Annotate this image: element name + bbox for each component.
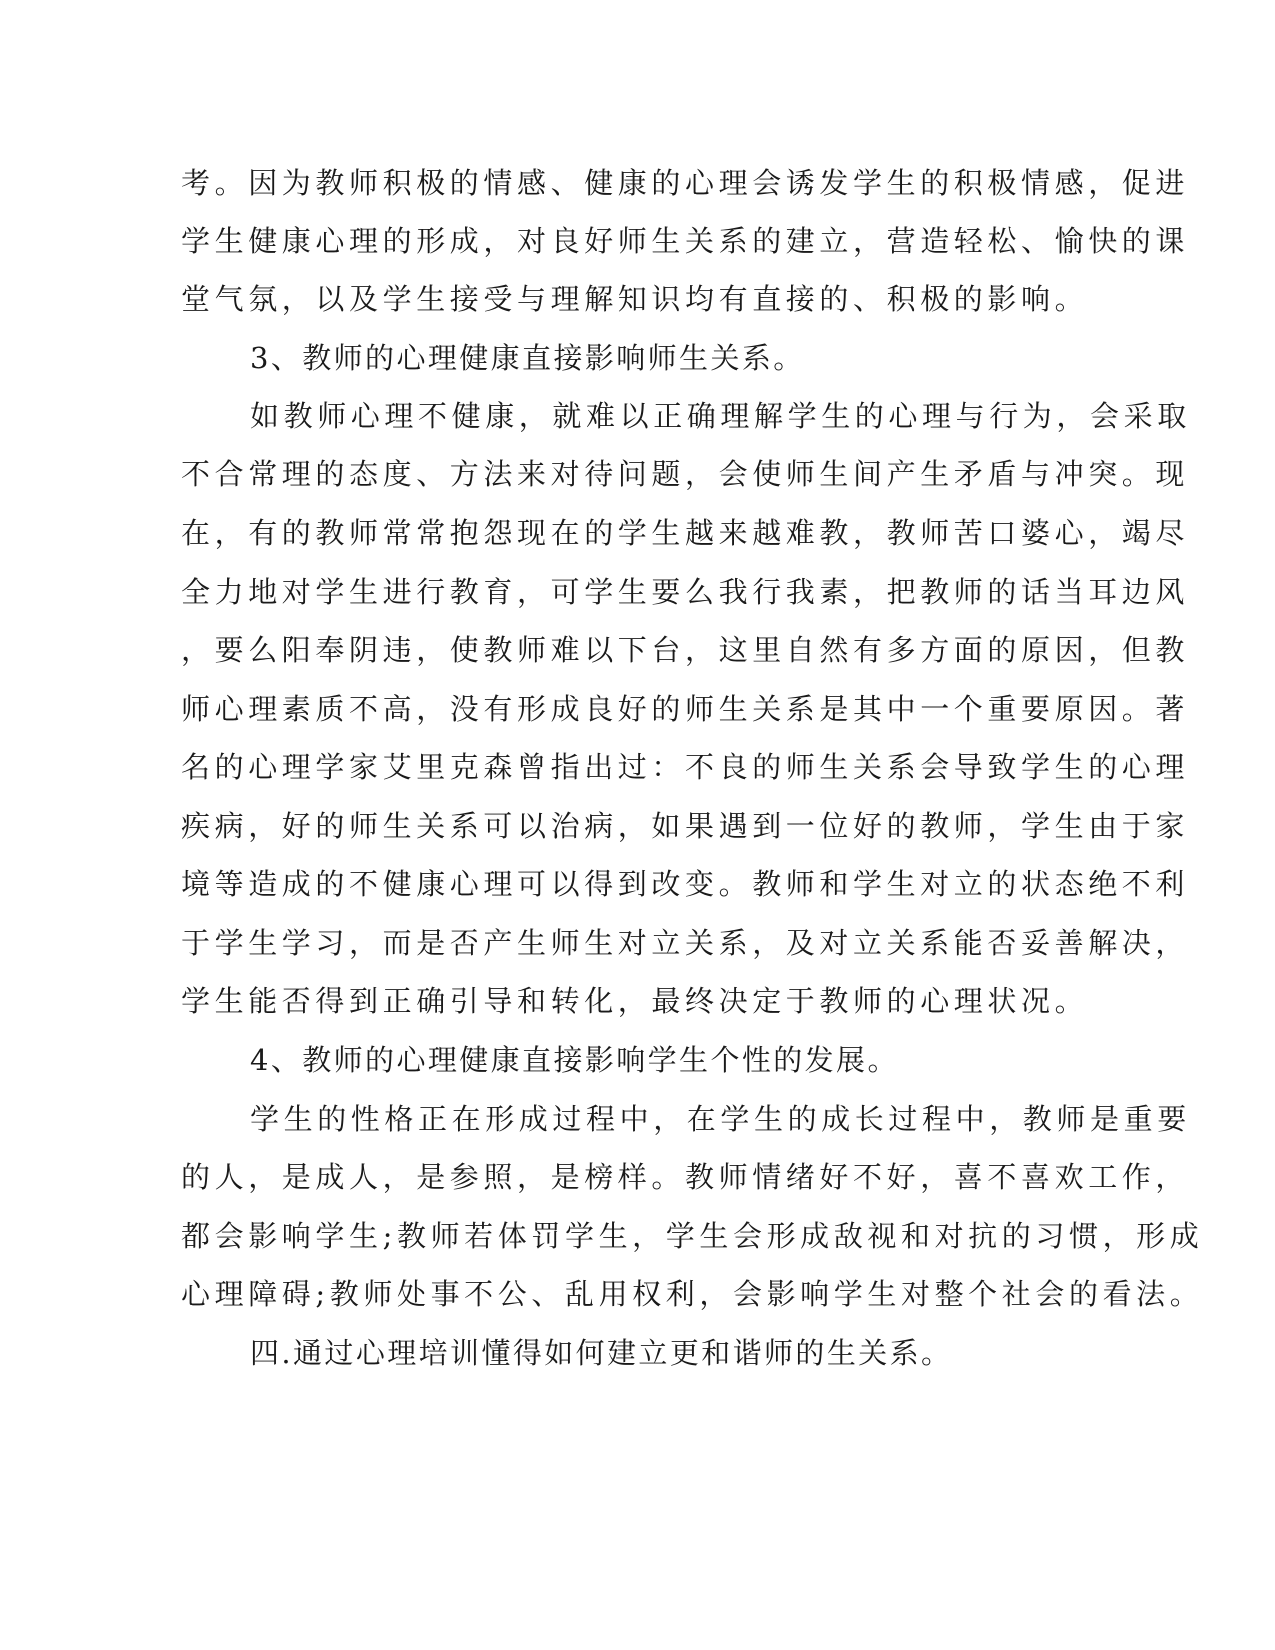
paragraph-line: 心理障碍;教师处事不公、乱用权利，会影响学生对整个社会的看法。 xyxy=(181,1277,1204,1311)
paragraph-line: 堂气氛，以及学生接受与理解知识均有直接的、积极的影响。 xyxy=(181,282,1089,316)
paragraph-line: 名的心理学家艾里克森曾指出过：不良的师生关系会导致学生的心理 xyxy=(181,750,1190,784)
paragraph-line: 境等造成的不健康心理可以得到改变。教师和学生对立的状态绝不利 xyxy=(181,867,1190,901)
section-heading: 4、教师的心理健康直接影响学生个性的发展。 xyxy=(250,1043,899,1077)
paragraph-line: 学生能否得到正确引导和转化，最终决定于教师的心理状况。 xyxy=(181,984,1089,1018)
paragraph-line: 考。因为教师积极的情感、健康的心理会诱发学生的积极情感，促进 xyxy=(181,166,1190,200)
paragraph-line: 在，有的教师常常抱怨现在的学生越来越难教，教师苦口婆心，竭尽 xyxy=(181,516,1190,550)
section-heading: 四.通过心理培训懂得如何建立更和谐师的生关系。 xyxy=(250,1336,953,1370)
paragraph-line: 的人，是成人，是参照，是榜样。教师情绪好不好，喜不喜欢工作， xyxy=(181,1160,1190,1194)
paragraph-line: 师心理素质不高，没有形成良好的师生关系是其中一个重要原因。著 xyxy=(181,692,1190,726)
paragraph-line: 都会影响学生;教师若体罚学生，学生会形成敌视和对抗的习惯，形成 xyxy=(181,1219,1204,1253)
paragraph-line: 于学生学习，而是否产生师生对立关系，及对立关系能否妥善解决， xyxy=(181,926,1190,960)
section-heading: 3、教师的心理健康直接影响师生关系。 xyxy=(250,341,805,375)
paragraph-line: 全力地对学生进行教育，可学生要么我行我素，把教师的话当耳边风 xyxy=(181,575,1190,609)
paragraph-line: 如教师心理不健康，就难以正确理解学生的心理与行为，会采取 xyxy=(250,399,1191,433)
paragraph-line: 学生的性格正在形成过程中，在学生的成长过程中，教师是重要 xyxy=(250,1102,1191,1136)
paragraph-line: 疾病，好的师生关系可以治病，如果遇到一位好的教师，学生由于家 xyxy=(181,809,1190,843)
paragraph-line: ，要么阳奉阴违，使教师难以下台，这里自然有多方面的原因，但教 xyxy=(181,633,1190,667)
paragraph-line: 不合常理的态度、方法来对待问题，会使师生间产生矛盾与冲突。现 xyxy=(181,457,1190,491)
paragraph-line: 学生健康心理的形成，对良好师生关系的建立，营造轻松、愉快的课 xyxy=(181,224,1190,258)
